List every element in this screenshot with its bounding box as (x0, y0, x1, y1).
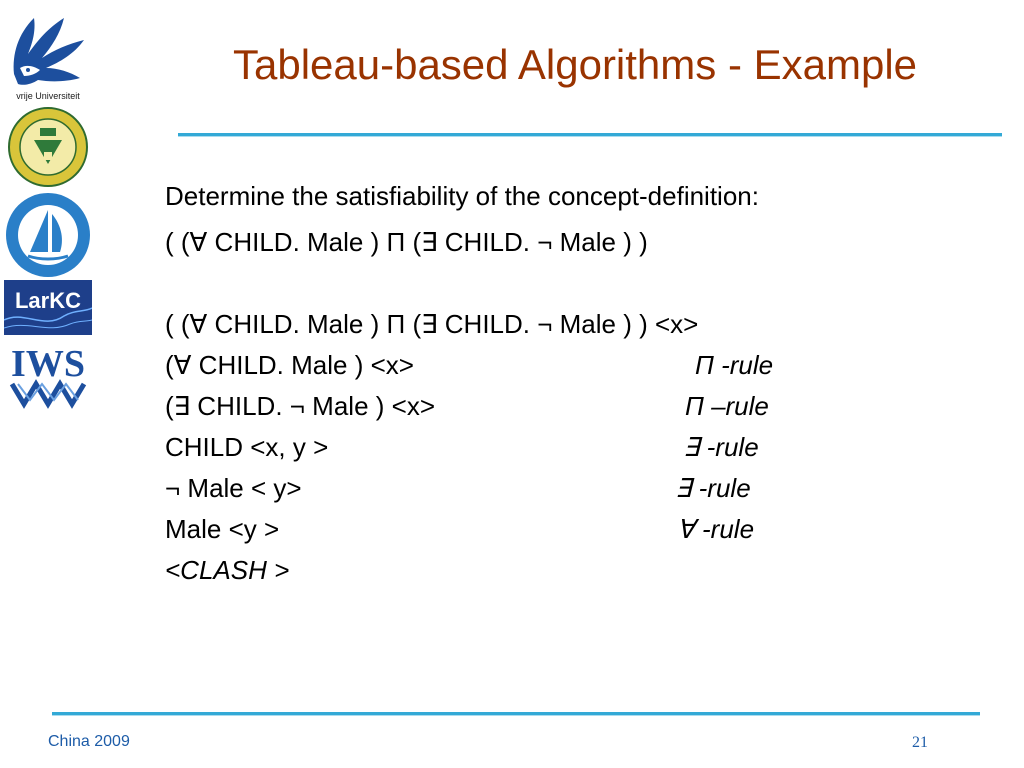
step-expr: (∃ CHILD. ¬ Male ) <x> (165, 391, 436, 421)
footer-divider (52, 712, 980, 716)
concept-definition (165, 222, 995, 263)
step-rule: Π –rule (685, 391, 769, 421)
larkc-logo-text: LarKC (14, 288, 82, 313)
definition-expr: ( (∀ CHILD. Male ) Π (∃ CHILD. ¬ Male ) ) (165, 227, 648, 257)
step-rule: ∀ -rule (677, 514, 755, 544)
larkc-logo (4, 280, 92, 335)
step-expr: Male <y > (165, 514, 280, 544)
clash-line (165, 550, 995, 591)
seu-seal-logo (4, 106, 92, 188)
iws-logo (4, 340, 92, 410)
just-sail-logo (4, 190, 92, 280)
intro-text: Determine the satisfiability of the concept-definition: (165, 181, 759, 211)
slide-body (165, 176, 995, 591)
slide-title: Tableau-based Algorithms - Example (232, 41, 918, 88)
step-expr: ( (∀ CHILD. Male ) Π (∃ CHILD. ¬ Male ) ) <x> (165, 309, 699, 339)
step-expr: (∀ CHILD. Male ) <x> (165, 350, 414, 380)
clash-text: <CLASH > (165, 555, 290, 585)
page-number: 21 (912, 734, 928, 751)
step-rule: Π -rule (695, 350, 774, 380)
tableau-step (165, 386, 995, 427)
step-expr: ¬ Male < y> (165, 473, 302, 503)
vu-caption: vrije Universiteit (16, 91, 80, 101)
step-rule: ∃ -rule (683, 432, 759, 462)
footer-event: China 2009 (48, 733, 130, 750)
iws-logo-text: IWS (11, 343, 85, 385)
tableau-step (165, 509, 995, 550)
spacer (165, 263, 995, 304)
tableau-step (165, 345, 995, 386)
tableau-step (165, 427, 995, 468)
vu-griffin-logo (4, 4, 92, 104)
step-expr: CHILD <x, y > (165, 432, 329, 462)
step-rule: ∃ -rule (675, 473, 751, 503)
tableau-step (165, 468, 995, 509)
title-divider (178, 133, 1002, 137)
tableau-step (165, 304, 995, 345)
